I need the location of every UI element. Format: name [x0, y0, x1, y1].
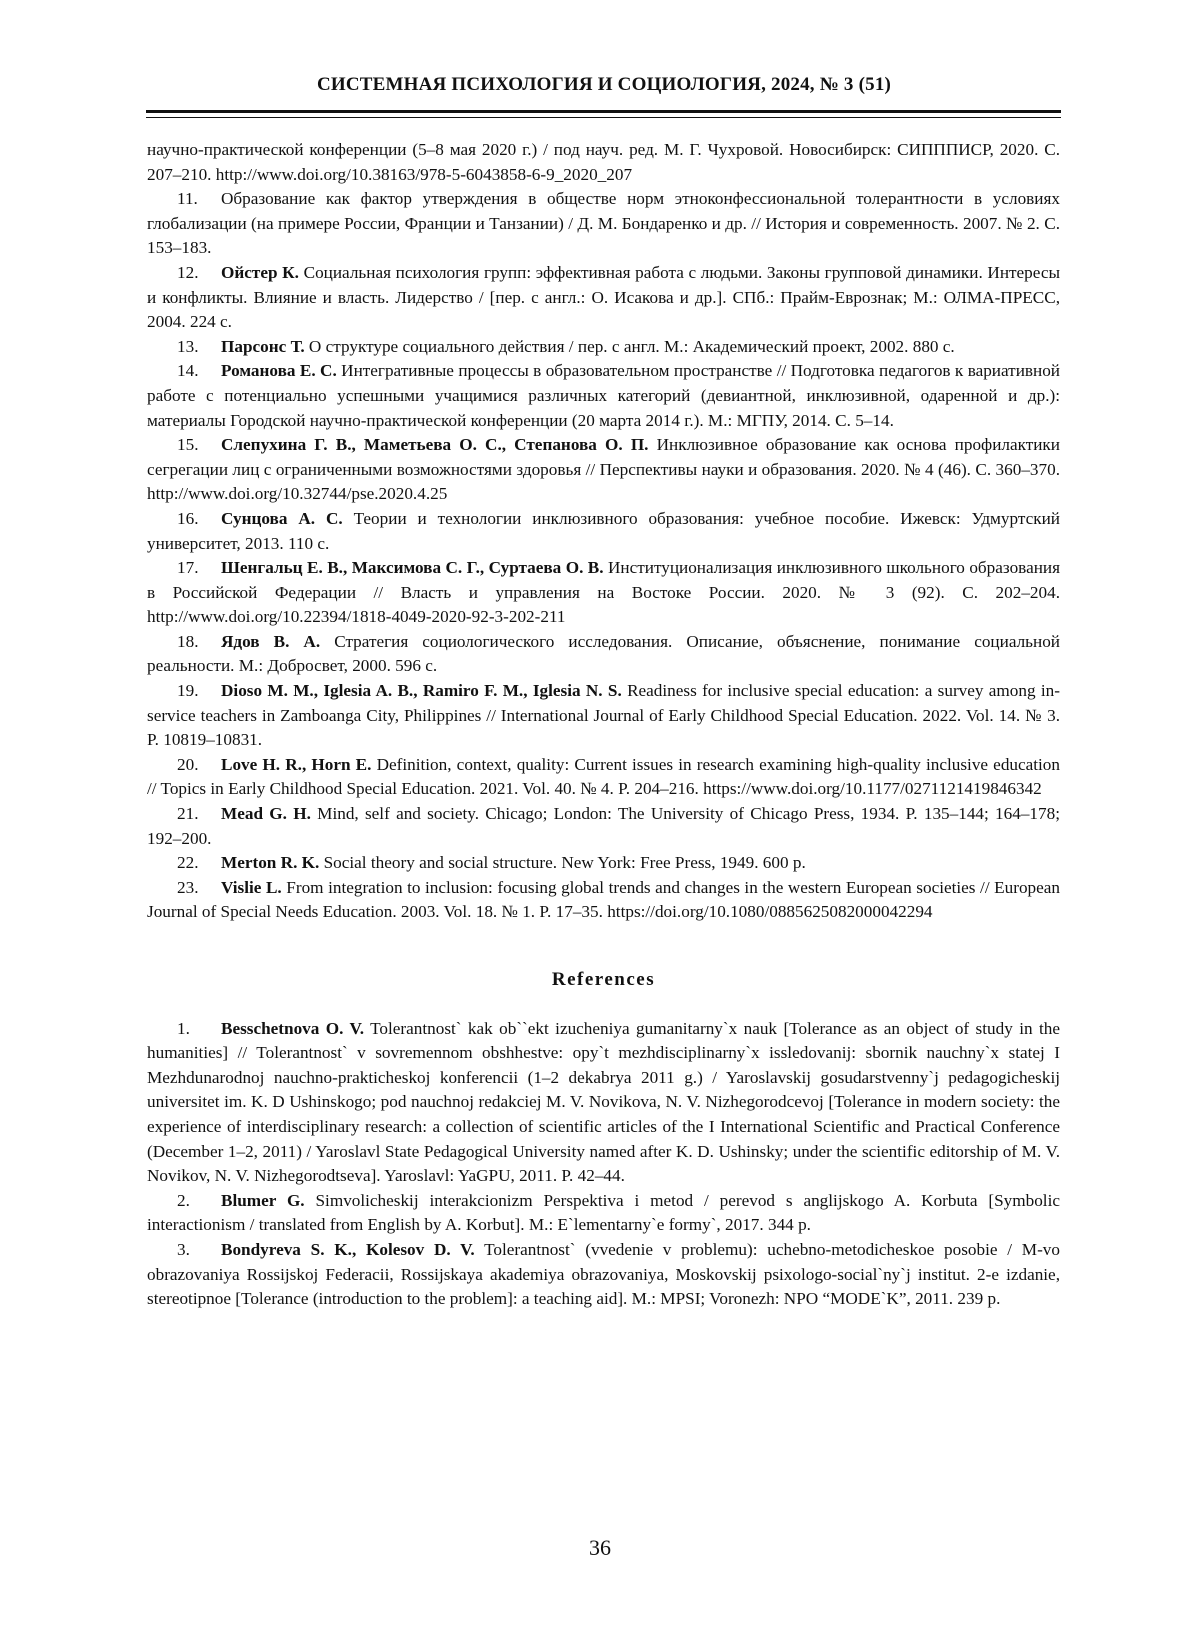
reference-text: Tolerantnost` kak ob``ekt izucheniya gumanitarny`x nauk [Tolerance as an object of study in the humanities] // Tolerantnost` v sovremennom obshhestve: opy`t mezhdisciplinarny`x issledovanij: sbornik nauchny`x statej I Mezhdunarodnoj nauchno-prakticheskoj konferencii (1–2 dekabrya 2011 g.) / Yaroslavskij gosudarstvenny`j pedagogicheskij universitet im. K. D Ushinskogo; pod nauchnoj redakciej M. V. Novikova, N. V. Nizhegorodcevoj [Tolerance in modern society: the experience of interdisciplinary research: a collection of scientific articles of the I International Scientific and Practical Conference (December 1–2, 2011) / Yaroslavl State Pedagogical University named after K. D. Ushinsky; under the scientific editorship of M. V. Novikov, N. V. Nizhegorodtseva]. Yaroslavl: YaGPU, 2011. P. 42–44. — [147, 1019, 1060, 1186]
reference-authors: Слепухина Г. В., Маметьева О. С., Степанова О. П. — [221, 435, 648, 454]
reference-text: Definition, context, quality: Current issues in research examining high-quality inclusive education // Topics in Early Childhood Special Education. 2021. Vol. 40. № 4. P. 204–216. https://www.doi.org/10.1177/0271121419846342 — [147, 755, 1060, 799]
reference-item — [147, 630, 1060, 679]
reference-text: From integration to inclusion: focusing global trends and changes in the western European societies // European Journal of Special Needs Education. 2003. Vol. 18. № 1. P. 17–35. https://doi.org/10.1080/0885625082000042294 — [147, 878, 1060, 922]
reference-authors: Blumer G. — [221, 1191, 305, 1210]
reference-number: 14. — [177, 359, 221, 384]
reference-text: Институционализация инклюзивного школьного образования в Российской Федерации // Власть и управления на Востоке России. 2020. № 3 (92). С. 202–204. http://www.doi.org/10.22394/1818-4049-2020-92-3-202-211 — [147, 558, 1060, 626]
bibliography-content — [147, 138, 1060, 1312]
reference-number: 16. — [177, 507, 221, 532]
reference-authors: Шенгальц Е. В., Максимова С. Г., Суртаева О. В. — [221, 558, 604, 577]
journal-page — [0, 0, 1200, 1651]
reference-authors: Ядов В. А. — [221, 632, 320, 651]
reference-authors: Mead G. H. — [221, 804, 311, 823]
reference-item — [147, 679, 1060, 753]
references-heading: References — [147, 968, 1060, 993]
reference-text: Социальная психология групп: эффективная работа с людьми. Законы групповой динамики. Интересы и конфликты. Влияние и власть. Лидерство / [пер. с англ.: О. Исакова и др.]. СПб.: Прайм-Еврознак; М.: ОЛМА-ПРЕСС, 2004. 224 с. — [147, 263, 1060, 331]
reference-text: Интегративные процессы в образовательном пространстве // Подготовка педагогов к вариативной работе с потенциально успешными учащимися различных категорий (девиантной, инклюзивной, одаренной и др.): материалы Городской научно-практической конференции (20 марта 2014 г.). М.: МГПУ, 2014. С. 5–14. — [147, 361, 1060, 429]
reference-number: 17. — [177, 556, 221, 581]
reference-text: О структуре социального действия / пер. с англ. М.: Академический проект, 2002. 880 с. — [305, 337, 955, 356]
reference-number: 19. — [177, 679, 221, 704]
reference-text: Social theory and social structure. New York: Free Press, 1949. 600 p. — [319, 853, 805, 872]
reference-authors: Романова Е. С. — [221, 361, 337, 380]
reference-item — [147, 802, 1060, 851]
reference-item — [147, 556, 1060, 630]
reference-number: 13. — [177, 335, 221, 360]
reference-number: 2. — [177, 1189, 221, 1214]
reference-number: 1. — [177, 1017, 221, 1042]
reference-authors: Ойстер К. — [221, 263, 299, 282]
reference-text: Mind, self and society. Chicago; London: The University of Chicago Press, 1934. P. 135–144; 164–178; 192–200. — [147, 804, 1060, 848]
reference-item — [147, 1238, 1060, 1312]
reference-authors: Besschetnova O. V. — [221, 1019, 364, 1038]
reference-number: 3. — [177, 1238, 221, 1263]
reference-authors: Dioso M. M., Iglesia A. B., Ramiro F. M., Iglesia N. S. — [221, 681, 622, 700]
reference-number: 12. — [177, 261, 221, 286]
reference-item — [147, 433, 1060, 507]
reference-authors: Vislie L. — [221, 878, 282, 897]
reference-text: Tolerantnost` (vvedenie v problemu): uchebno-metodicheskoe posobie / M-vo obrazovaniya Rossijskoj Federacii, Rossijskaya akademiya obrazovaniya, Moskovskij psixologo-social`ny`j institut. 2-e izdanie, stereotipnoe [Tolerance (introduction to the problem]: a teaching aid]. M.: MPSI; Voronezh: NPO “MODE`K”, 2011. 239 p. — [147, 1240, 1060, 1308]
reference-continuation: научно-практической конференции (5–8 мая 2020 г.) / под науч. ред. М. Г. Чухровой. Новосибирск: СИПППИСР, 2020. С. 207–210. http://www.doi.org/10.38163/978-5-6043858-6-9_2020_207 — [147, 138, 1060, 187]
page-number: 36 — [0, 1535, 1200, 1561]
reference-item — [147, 187, 1060, 261]
reference-item — [147, 1189, 1060, 1238]
reference-text: Readiness for inclusive special education: a survey among in-service teachers in Zamboanga City, Philippines // International Journal of Early Childhood Special Education. 2022. Vol. 14. № 3. P. 10819–10831. — [147, 681, 1060, 749]
reference-authors: Сунцова А. С. — [221, 509, 343, 528]
header-rule-thin — [146, 117, 1061, 118]
reference-item — [147, 507, 1060, 556]
reference-number: 21. — [177, 802, 221, 827]
reference-item — [147, 261, 1060, 335]
reference-item — [147, 876, 1060, 925]
reference-authors: Merton R. K. — [221, 853, 319, 872]
reference-authors: Bondyreva S. K., Kolesov D. V. — [221, 1240, 475, 1259]
reference-text: Стратегия социологического исследования. Описание, объяснение, понимание социальной реальности. М.: Добросвет, 2000. 596 с. — [147, 632, 1060, 676]
reference-text: Образование как фактор утверждения в обществе норм этноконфессиональной толерантности в условиях глобализации (на примере России, Франции и Танзании) / Д. М. Бондаренко и др. // История и современность. 2007. № 2. С. 153–183. — [147, 189, 1060, 257]
reference-authors: Love H. R., Horn E. — [221, 755, 371, 774]
reference-number: 15. — [177, 433, 221, 458]
reference-item — [147, 335, 1060, 360]
reference-item — [147, 753, 1060, 802]
reference-item — [147, 851, 1060, 876]
reference-item — [147, 1017, 1060, 1189]
reference-authors: Парсонс Т. — [221, 337, 305, 356]
reference-number: 11. — [177, 187, 221, 212]
reference-item — [147, 359, 1060, 433]
reference-number: 22. — [177, 851, 221, 876]
reference-number: 23. — [177, 876, 221, 901]
reference-text: Simvolicheskij interakcionizm Perspektiva i metod / perevod s anglijskogo A. Korbuta [Symbolic interactionism / translated from English by A. Korbut]. M.: E`lementarny`e formy`, 2017. 344 p. — [147, 1191, 1060, 1235]
reference-text: Теории и технологии инклюзивного образования: учебное пособие. Ижевск: Удмуртский университет, 2013. 110 с. — [147, 509, 1060, 553]
reference-number: 18. — [177, 630, 221, 655]
reference-number: 20. — [177, 753, 221, 778]
journal-running-header: СИСТЕМНАЯ ПСИХОЛОГИЯ И СОЦИОЛОГИЯ, 2024, № 3 (51) — [148, 74, 1060, 96]
reference-text: Инклюзивное образование как основа профилактики сегрегации лиц с ограниченными возможностями здоровья // Перспективы науки и образования. 2020. № 4 (46). С. 360–370. http://www.doi.org/10.32744/pse.2020.4.25 — [147, 435, 1060, 503]
header-rule-thick — [146, 110, 1061, 113]
